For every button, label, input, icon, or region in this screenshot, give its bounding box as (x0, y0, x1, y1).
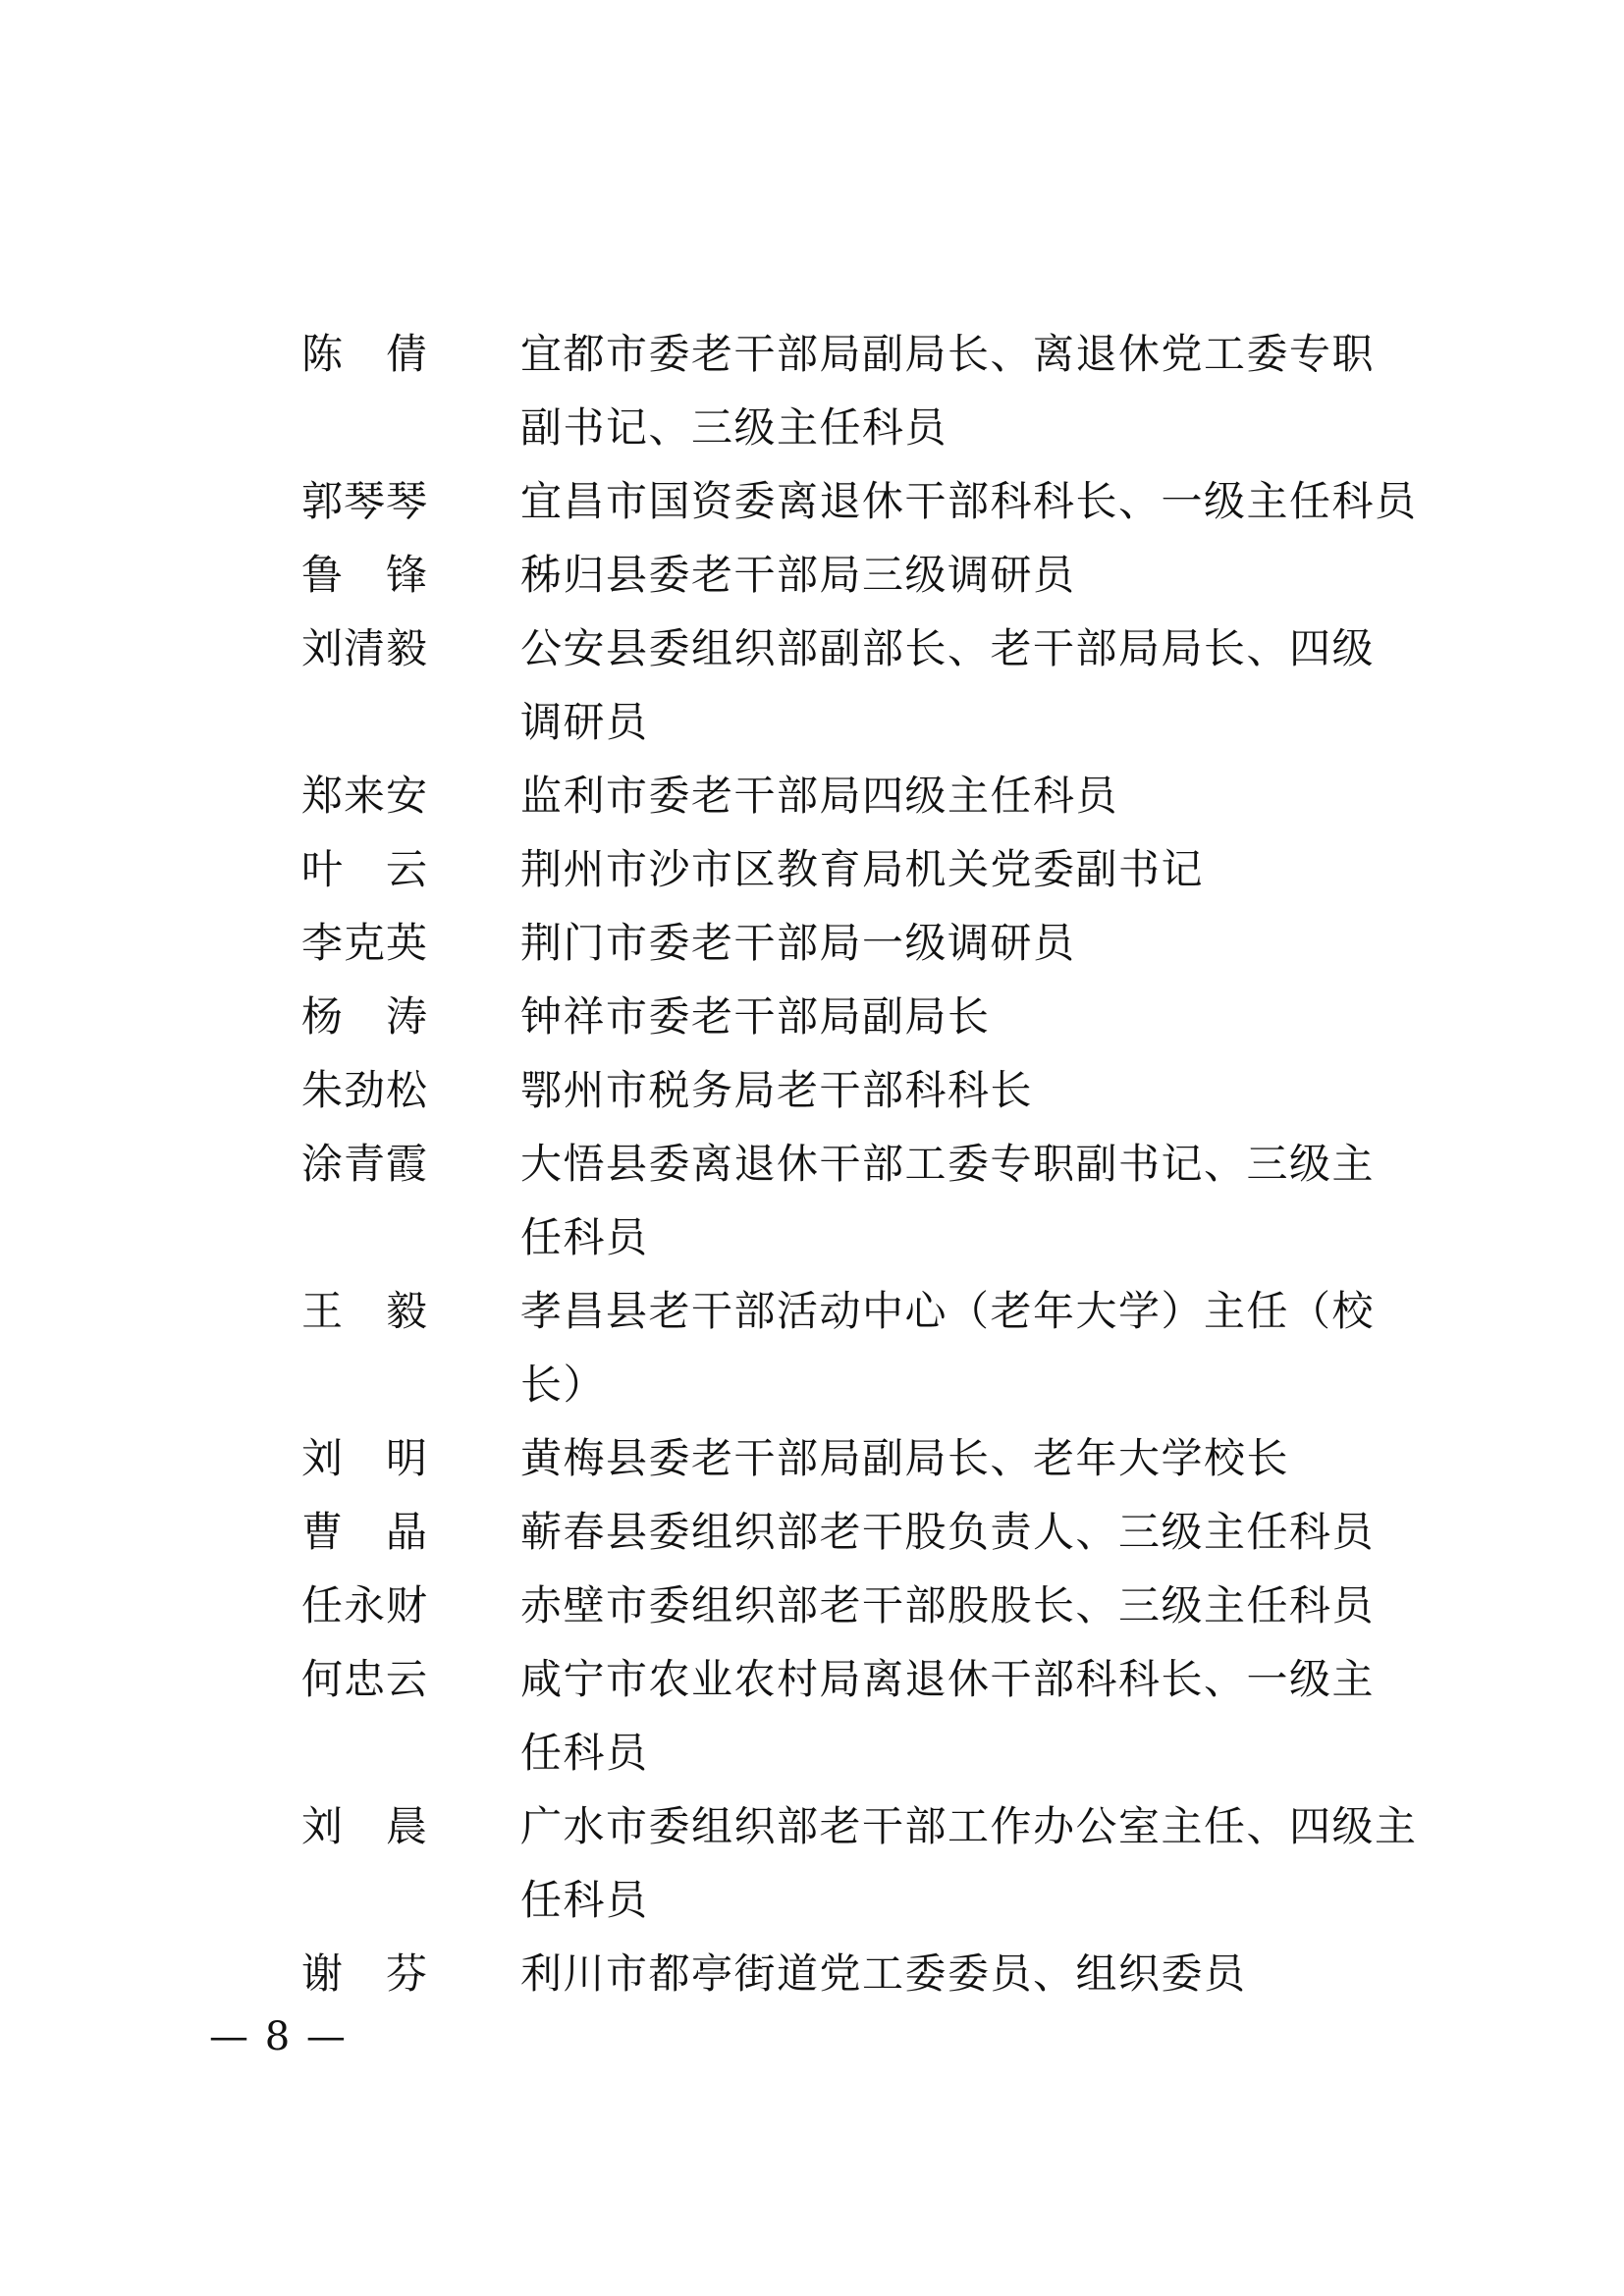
name-char: 云 (385, 1655, 427, 1703)
name-char: 刘 (301, 624, 344, 672)
title-line: 公安县委组织部副部长、老干部局局长、四级 (520, 624, 1376, 672)
name-char: 清 (343, 624, 385, 672)
person-name (301, 1135, 427, 1194)
position-title (520, 538, 1424, 612)
name-char: 琴 (385, 477, 427, 525)
title-line: 孝昌县老干部活动中心（老年大学）主任（校 (520, 1287, 1376, 1335)
title-line: 大悟县委离退休干部工委专职副书记、三级主 (520, 1140, 1376, 1188)
name-char: 李 (301, 919, 344, 967)
name-char: 忠 (343, 1655, 385, 1703)
person-name (301, 988, 427, 1046)
person-name (301, 1797, 427, 1856)
title-line: 黄梅县委老干部局副局长、老年大学校长 (520, 1434, 1290, 1482)
title-line: 宜昌市国资委离退休干部科科长、一级主任科员 (520, 477, 1418, 525)
name-char: 克 (343, 919, 385, 967)
position-title (520, 1569, 1424, 1642)
name-char: 刘 (301, 1434, 344, 1482)
person-name (301, 1282, 427, 1341)
person-name (301, 472, 427, 531)
position-title (520, 317, 1424, 464)
person-name (301, 546, 427, 605)
person-name (301, 767, 427, 826)
person-name (301, 1061, 427, 1120)
position-title (520, 1642, 1424, 1789)
title-line: 鄂州市税务局老干部科科长 (520, 1066, 1034, 1114)
person-name (301, 1945, 427, 2003)
title-line: 任科员 (520, 1213, 649, 1261)
name-char: 刘 (301, 1802, 344, 1850)
name-char: 英 (385, 919, 427, 967)
title-line: 监利市委老干部局四级主任科员 (520, 772, 1119, 820)
name-char: 芬 (385, 1949, 427, 1998)
position-title (520, 1053, 1424, 1127)
name-char: 涛 (385, 992, 427, 1041)
name-char: 安 (385, 772, 427, 820)
name-char: 任 (301, 1581, 344, 1629)
name-char: 财 (385, 1581, 427, 1629)
position-title (520, 759, 1424, 832)
title-line: 利川市都亭街道党工委委员、组织委员 (520, 1949, 1247, 1998)
title-line: 副书记、三级主任科员 (520, 403, 948, 452)
person-name (301, 1503, 427, 1562)
name-char: 陈 (301, 330, 344, 378)
name-char: 毅 (385, 1287, 427, 1335)
name-char: 杨 (301, 992, 344, 1041)
name-char: 鲁 (301, 551, 344, 599)
position-title (520, 1127, 1424, 1274)
name-char: 云 (385, 845, 427, 893)
position-title (520, 1421, 1424, 1495)
name-char: 倩 (385, 330, 427, 378)
title-line: 广水市委组织部老干部工作办公室主任、四级主 (520, 1802, 1418, 1850)
name-char: 永 (343, 1581, 385, 1629)
position-title (520, 832, 1424, 906)
name-char: 涂 (301, 1140, 344, 1188)
person-name (301, 619, 427, 678)
position-title (520, 1274, 1424, 1421)
position-title (520, 980, 1424, 1053)
name-char: 明 (385, 1434, 427, 1482)
title-line: 任科员 (520, 1876, 649, 1924)
name-char: 锋 (385, 551, 427, 599)
name-char: 劲 (343, 1066, 385, 1114)
title-line: 长） (520, 1361, 607, 1409)
name-char: 郭 (301, 477, 344, 525)
person-name (301, 840, 427, 899)
title-line: 任科员 (520, 1729, 649, 1777)
name-char: 松 (385, 1066, 427, 1114)
position-title (520, 612, 1424, 759)
name-char: 晶 (385, 1508, 427, 1556)
title-line: 钟祥市委老干部局副局长 (520, 992, 991, 1041)
name-char: 王 (301, 1287, 344, 1335)
position-title (520, 1789, 1424, 1937)
name-char: 谢 (301, 1949, 344, 1998)
person-name (301, 1576, 427, 1635)
title-line: 蕲春县委组织部老干股负责人、三级主任科员 (520, 1508, 1376, 1556)
name-char: 琴 (343, 477, 385, 525)
name-char: 朱 (301, 1066, 344, 1114)
title-line: 荆州市沙市区教育局机关党委副书记 (520, 845, 1205, 893)
title-line: 秭归县委老干部局三级调研员 (520, 551, 1076, 599)
person-name (301, 914, 427, 973)
person-name (301, 1650, 427, 1709)
title-line: 荆门市委老干部局一级调研员 (520, 919, 1076, 967)
title-line: 赤壁市委组织部老干部股股长、三级主任科员 (520, 1581, 1376, 1629)
title-line: 宜都市委老干部局副局长、离退休党工委专职 (520, 330, 1376, 378)
position-title (520, 464, 1424, 538)
name-char: 曹 (301, 1508, 344, 1556)
name-char: 霞 (385, 1140, 427, 1188)
name-char: 青 (343, 1140, 385, 1188)
title-line: 咸宁市农业农村局离退休干部科科长、一级主 (520, 1655, 1376, 1703)
name-char: 郑 (301, 772, 344, 820)
name-char: 晨 (385, 1802, 427, 1850)
page-number: — 8 — (209, 2014, 348, 2059)
position-title (520, 1495, 1424, 1569)
title-line: 调研员 (520, 698, 649, 746)
name-char: 何 (301, 1655, 344, 1703)
position-title (520, 1937, 1424, 2010)
name-char: 叶 (301, 845, 344, 893)
person-name (301, 325, 427, 384)
person-name (301, 1429, 427, 1488)
name-char: 来 (343, 772, 385, 820)
name-char: 毅 (385, 624, 427, 672)
position-title (520, 906, 1424, 980)
